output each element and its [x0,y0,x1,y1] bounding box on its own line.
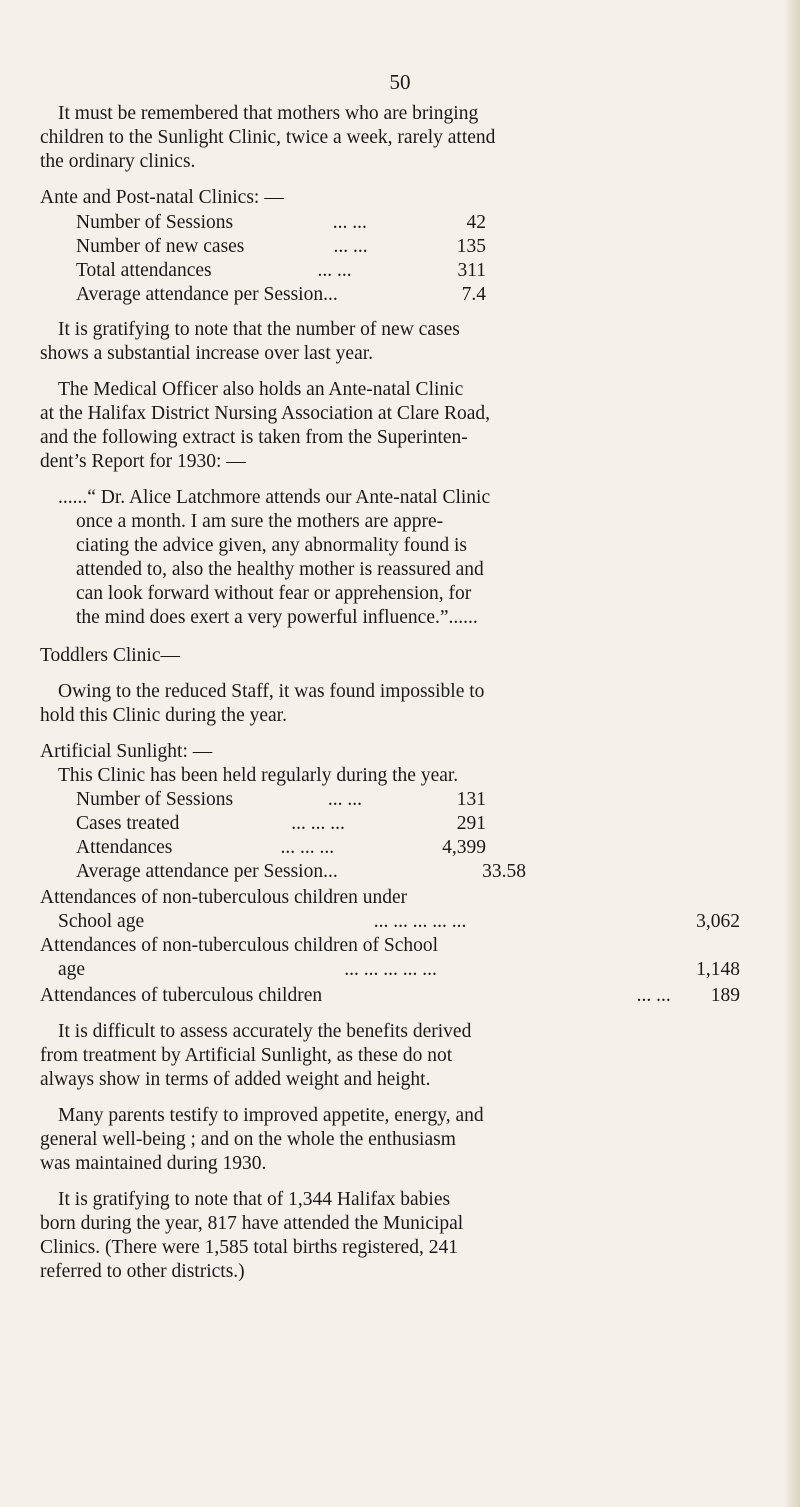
antenatal-row: Total attendances ... ... 311 [76,260,486,281]
sunlight-row: Attendances ... ... ... 4,399 [76,837,486,858]
page-edge-shading [784,0,800,1507]
quote-line-3: ciating the advice given, any abnormality found is [76,535,467,556]
attendances-row: age ... ... ... ... ... 1,148 [58,959,740,980]
para2-line-1: It is gratifying to note that the number of new cases [58,319,460,340]
para1-line-2: children to the Sunlight Clinic, twice a week, rarely attend [40,127,496,148]
para5-line-2: general well-being ; and on the whole the enthusiasm [40,1129,456,1150]
para2-line-2: shows a substantial increase over last year. [40,343,374,364]
para6-line-3: Clinics. (There were 1,585 total births registered, 241 [40,1237,459,1258]
para3-line-4: dent’s Report for 1930: — [40,451,246,472]
antenatal-row: Number of Sessions ... ... 42 [76,212,486,233]
quote-line-4: attended to, also the healthy mother is reassured and [76,559,484,580]
toddlers-line-2: hold this Clinic during the year. [40,705,287,726]
quote-line-6: the mind does exert a very powerful influence.”...... [76,607,478,628]
para6-line-1: It is gratifying to note that of 1,344 Halifax babies [58,1189,451,1210]
antenatal-row: Average attendance per Session... 7.4 [76,284,486,305]
para6-line-4: referred to other districts.) [40,1261,245,1282]
quote-line-2: once a month. I am sure the mothers are appre- [76,511,444,532]
para1-line-1: It must be remembered that mothers who are bringing [58,103,479,124]
para5-line-3: was maintained during 1930. [40,1153,267,1174]
attendances-line: Attendances of non-tuberculous children of School [40,935,439,956]
page-number: 50 [389,70,411,94]
para1-line-3: the ordinary clinics. [40,151,196,172]
sunlight-row: Number of Sessions ... ... 131 [76,789,486,810]
para3-line-2: at the Halifax District Nursing Association at Clare Road, [40,403,491,424]
sunlight-intro: This Clinic has been held regularly during the year. [58,765,459,786]
sunlight-row: Cases treated ... ... ... 291 [76,813,486,834]
quote-line-5: can look forward without fear or apprehension, for [76,583,472,604]
quote-line-1: ......“ Dr. Alice Latchmore attends our Ante-natal Clinic [58,487,491,508]
attendances-line: Attendances of non-tuberculous children under [40,887,408,908]
attendances-row: Attendances of tuberculous children ... ... 189 [40,985,740,1006]
para3-line-1: The Medical Officer also holds an Ante-natal Clinic [58,379,464,400]
attendances-row: School age ... ... ... ... ... 3,062 [58,911,740,932]
antenatal-row: Number of new cases ... ... 135 [76,236,486,257]
para4-line-1: It is difficult to assess accurately the benefits derived [58,1021,472,1042]
sunlight-row: Average attendance per Session... 33.58 [76,861,526,882]
para4-line-3: always show in terms of added weight and height. [40,1069,431,1090]
sunlight-heading: Artificial Sunlight: — [40,741,213,762]
antenatal-heading: Ante and Post-natal Clinics: — [40,187,284,208]
para5-line-1: Many parents testify to improved appetite, energy, and [58,1105,484,1126]
para4-line-2: from treatment by Artificial Sunlight, as these do not [40,1045,453,1066]
toddlers-line-1: Owing to the reduced Staff, it was found impossible to [58,681,485,702]
para3-line-3: and the following extract is taken from the Superinten- [40,427,468,448]
para6-line-2: born during the year, 817 have attended the Municipal [40,1213,464,1234]
toddlers-heading: Toddlers Clinic— [40,645,180,666]
